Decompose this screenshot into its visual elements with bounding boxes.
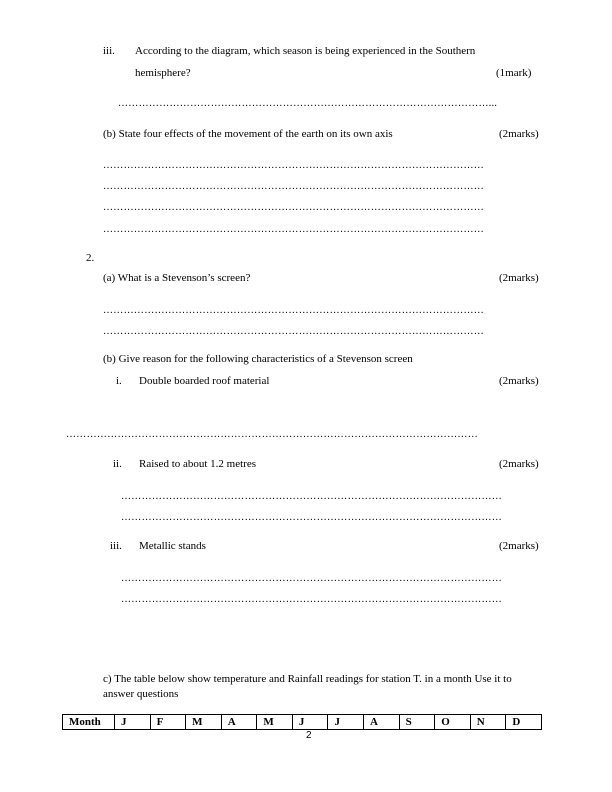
q2-c-text-line2: answer questions xyxy=(103,688,179,700)
table-header-cell: J xyxy=(328,715,364,730)
table-header-cell: N xyxy=(470,715,506,730)
q2-number: 2. xyxy=(86,252,95,264)
q1-b-question: (b) State four effects of the movement of the earth on its own axis xyxy=(103,128,393,140)
q2-a-marks: (2marks) xyxy=(499,272,539,284)
q2-b-i-answer-line: ………………………………………………………………………………………………………… xyxy=(66,430,478,440)
table-header-cell: M xyxy=(186,715,222,730)
table-row xyxy=(63,715,542,730)
q1-b-answer-line-3: ………………………………………………………………………………………………… xyxy=(103,203,485,213)
table-header-cell: F xyxy=(150,715,186,730)
q1-iii-question-line1: According to the diagram, which season is being experienced in the Southern xyxy=(135,45,476,57)
q2-b-iii-marks: (2marks) xyxy=(499,540,539,552)
q2-b-ii-answer-line-2: ………………………………………………………………………………………………… xyxy=(121,513,503,523)
q2-b-iii-answer-line-1: ………………………………………………………………………………………………… xyxy=(121,574,503,584)
q1-b-marks: (2marks) xyxy=(499,128,539,140)
table-header-cell: J xyxy=(115,715,151,730)
q1-iii-question-line2: hemisphere? xyxy=(135,67,191,79)
q2-a-question: (a) What is a Stevenson’s screen? xyxy=(103,272,251,284)
table-header-cell: J xyxy=(292,715,328,730)
q2-c-text-line1: c) The table below show temperature and Rainfall readings for station T. in a month Use it to xyxy=(103,673,512,685)
table-header-cell: A xyxy=(364,715,400,730)
q2-b-iii-answer-line-2: ………………………………………………………………………………………………… xyxy=(121,595,503,605)
q2-b-i-text: Double boarded roof material xyxy=(139,375,270,387)
q1-iii-answer-line: ………………………………………………………………………………………………... xyxy=(118,99,498,109)
q2-b-ii-numeral: ii. xyxy=(113,458,122,470)
q2-b-iii-text: Metallic stands xyxy=(139,540,206,552)
q1-iii-numeral: iii. xyxy=(103,45,115,57)
page-number: 2 xyxy=(306,730,312,741)
q1-b-answer-line-1: ………………………………………………………………………………………………… xyxy=(103,161,485,171)
table-header-cell: M xyxy=(257,715,293,730)
table-header-cell: Month xyxy=(63,715,115,730)
q2-b-i-marks: (2marks) xyxy=(499,375,539,387)
q1-b-answer-line-4: ………………………………………………………………………………………………… xyxy=(103,225,485,235)
q1-iii-marks: (1mark) xyxy=(496,67,532,79)
q2-a-answer-line-2: ………………………………………………………………………………………………… xyxy=(103,327,485,337)
table-header-cell: O xyxy=(435,715,471,730)
table-header-cell: D xyxy=(506,715,542,730)
q2-a-answer-line-1: ………………………………………………………………………………………………… xyxy=(103,306,485,316)
q2-b-question: (b) Give reason for the following characteristics of a Stevenson screen xyxy=(103,353,413,365)
table-header-cell: S xyxy=(399,715,435,730)
q2-b-ii-marks: (2marks) xyxy=(499,458,539,470)
q2-b-i-numeral: i. xyxy=(116,375,122,387)
q2-b-ii-answer-line-1: ………………………………………………………………………………………………… xyxy=(121,492,503,502)
q2-b-iii-numeral: iii. xyxy=(110,540,122,552)
q2-b-ii-text: Raised to about 1.2 metres xyxy=(139,458,257,470)
table-header-cell: A xyxy=(221,715,257,730)
q1-b-answer-line-2: ………………………………………………………………………………………………… xyxy=(103,182,485,192)
month-table xyxy=(62,714,542,730)
